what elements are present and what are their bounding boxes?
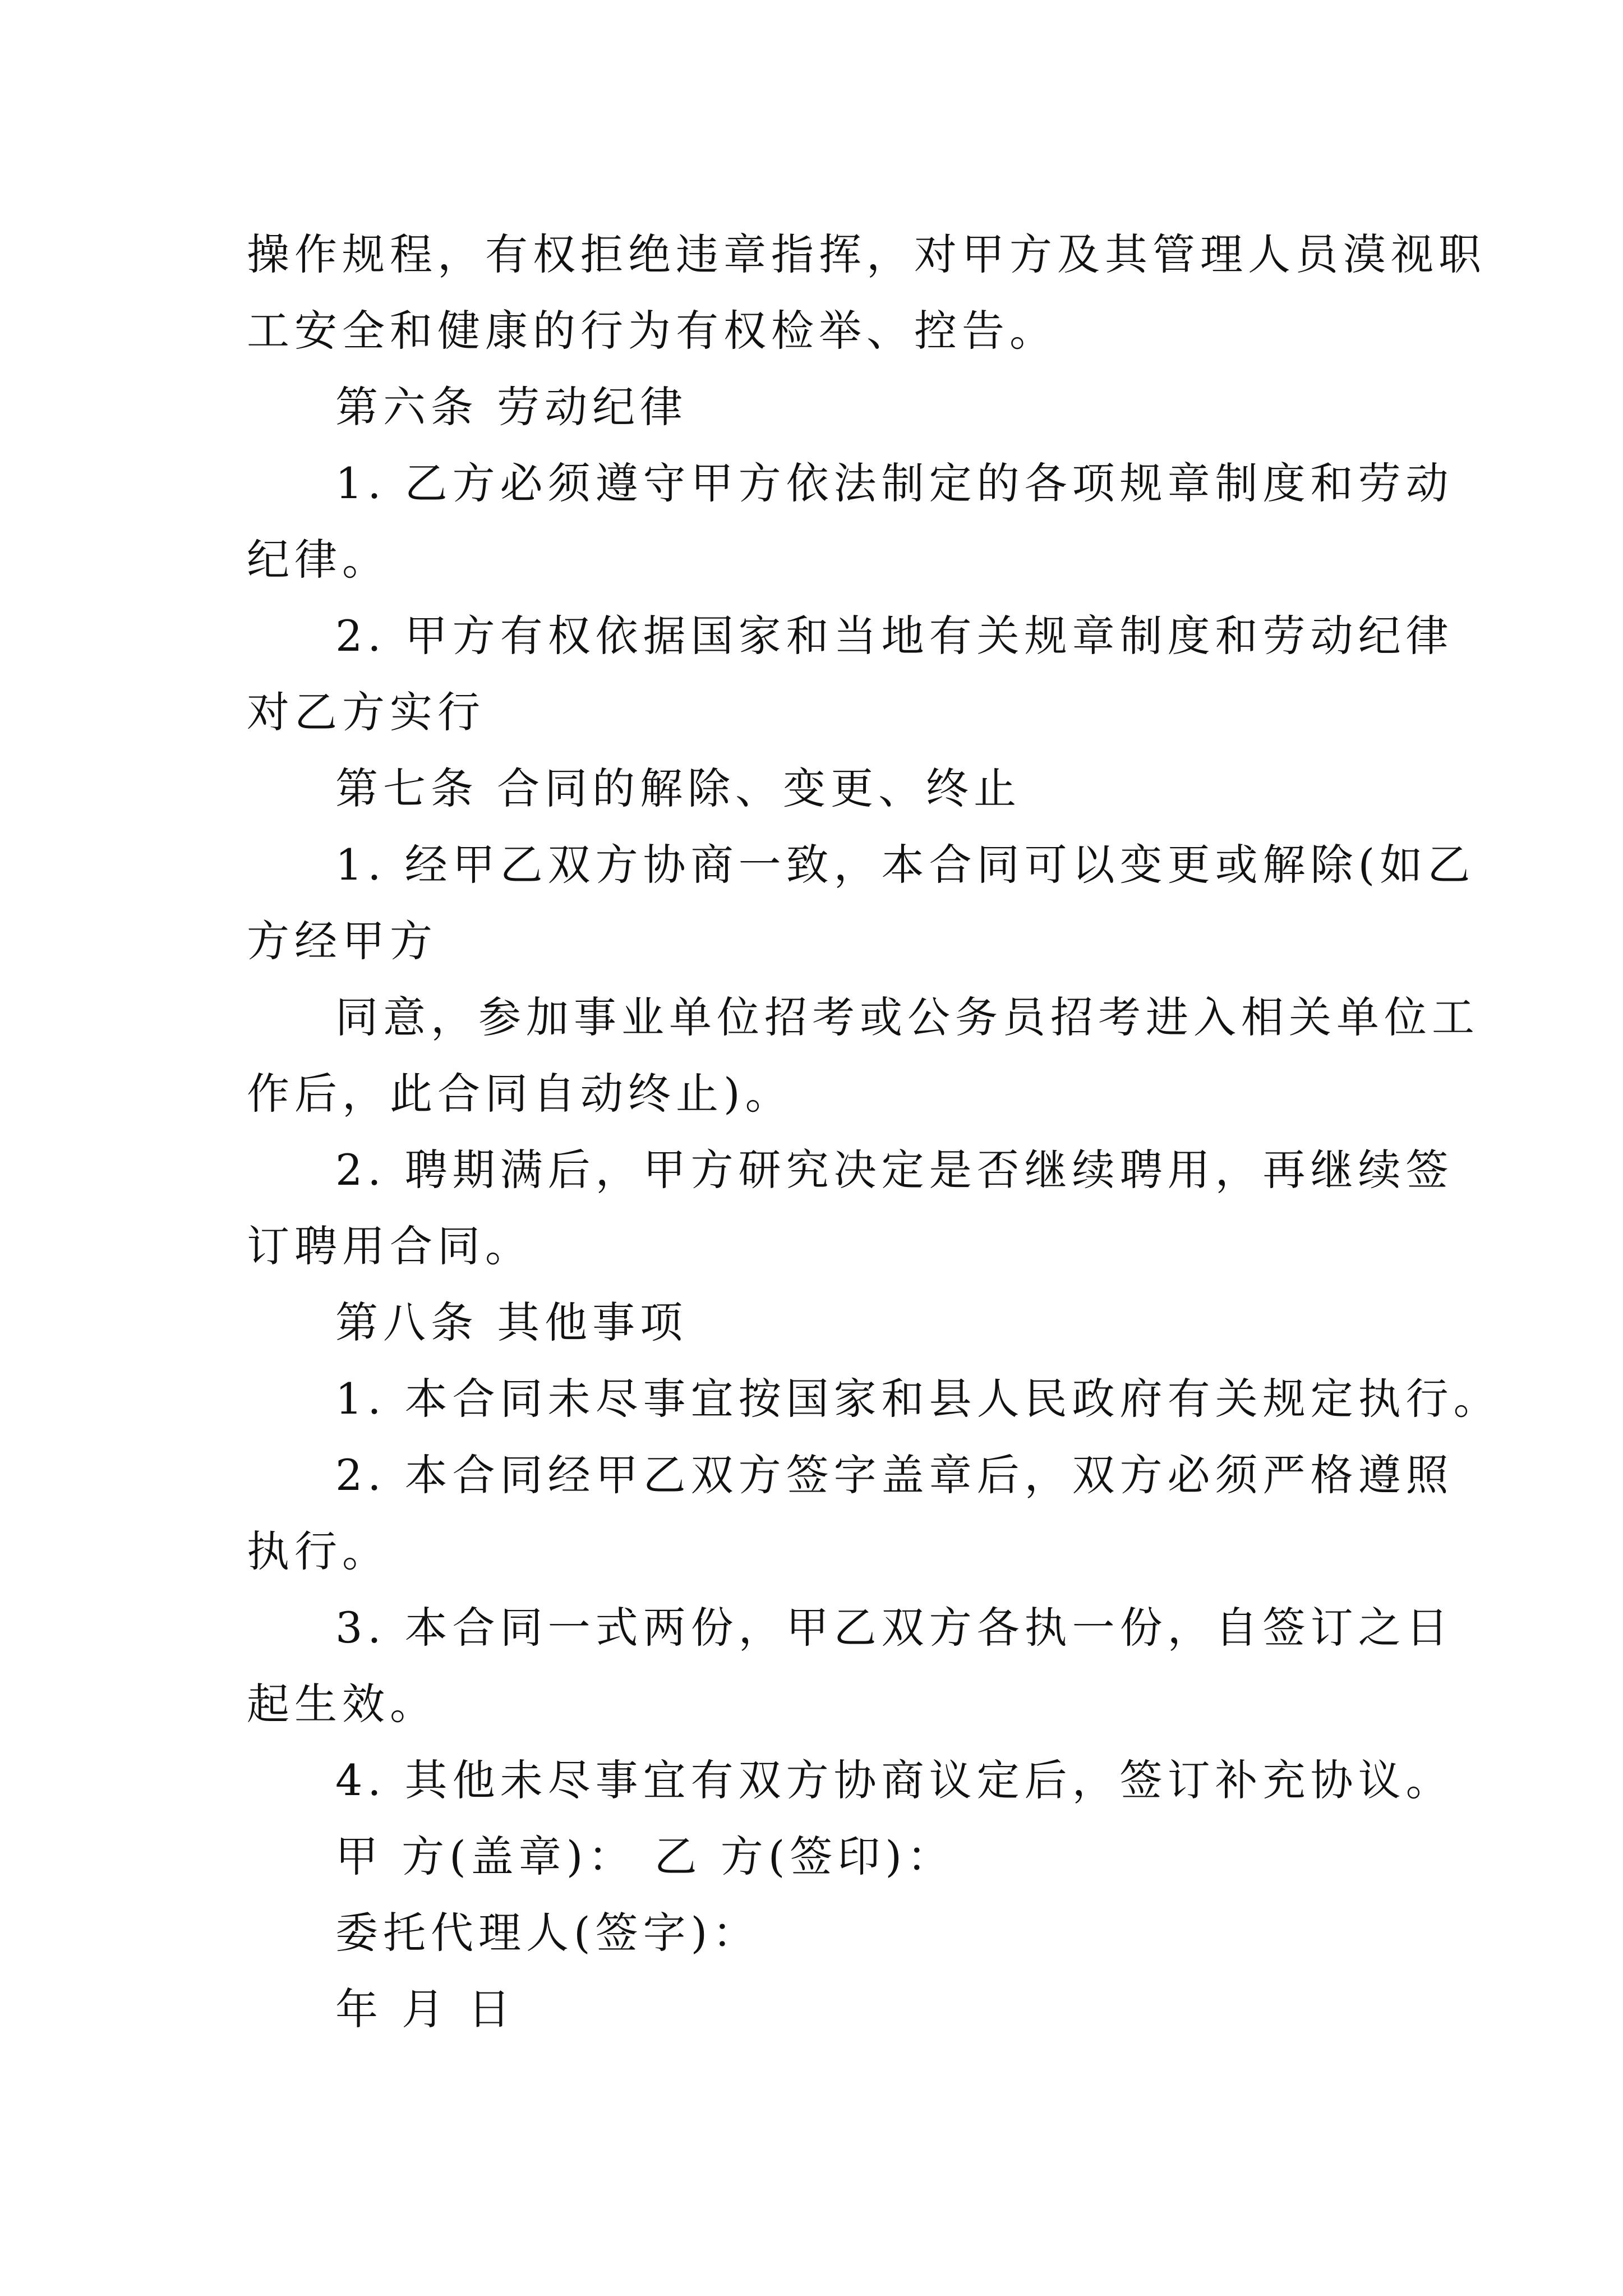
- section-heading: 第七条 合同的解除、变更、终止: [335, 763, 1022, 813]
- text-line: 方经甲方: [247, 916, 437, 966]
- text-line: 纪律。: [247, 535, 390, 585]
- text-line: 对乙方实行: [247, 687, 485, 737]
- signature-line: 甲 方(盖章)： 乙 方(签印)：: [335, 1832, 955, 1881]
- text-line: 操作规程，有权拒绝违章指挥，对甲方及其管理人员漠视职: [247, 229, 1486, 279]
- text-line: 订聘用合同。: [247, 1221, 533, 1271]
- text-line: 2. 甲方有权依据国家和当地有关规章制度和劳动纪律: [335, 611, 1454, 661]
- text-line: 1. 乙方必须遵守甲方依法制定的各项规章制度和劳动: [335, 458, 1454, 508]
- text-line: 2. 聘期满后，甲方研究决定是否继续聘用，再继续签: [335, 1145, 1454, 1195]
- agent-signature-line: 委托代理人(签字)：: [335, 1908, 760, 1958]
- text-line: 起生效。: [247, 1679, 437, 1729]
- text-line: 3. 本合同一式两份，甲乙双方各执一份，自签订之日: [335, 1603, 1454, 1653]
- document-body: [247, 217, 1501, 2047]
- text-line: 2. 本合同经甲乙双方签字盖章后，双方必须严格遵照: [335, 1450, 1454, 1500]
- text-line: 作后，此合同自动终止)。: [247, 1069, 793, 1119]
- section-heading: 第六条 劳动纪律: [335, 382, 688, 432]
- text-line: 1. 经甲乙双方协商一致，本合同可以变更或解除(如乙: [335, 840, 1476, 890]
- text-line: 执行。: [247, 1526, 390, 1576]
- section-heading: 第八条 其他事项: [335, 1297, 688, 1347]
- text-line: 4. 其他未尽事宜有双方协商议定后，签订补充协议。: [335, 1755, 1454, 1805]
- text-line: 工安全和健康的行为有权检举、控告。: [247, 306, 1057, 356]
- date-line: 年 月 日: [335, 1984, 516, 2034]
- text-line: 1. 本合同未尽事宜按国家和县人民政府有关规定执行。: [335, 1374, 1501, 1424]
- text-line: 同意，参加事业单位招考或公务员招考进入相关单位工: [335, 992, 1479, 1042]
